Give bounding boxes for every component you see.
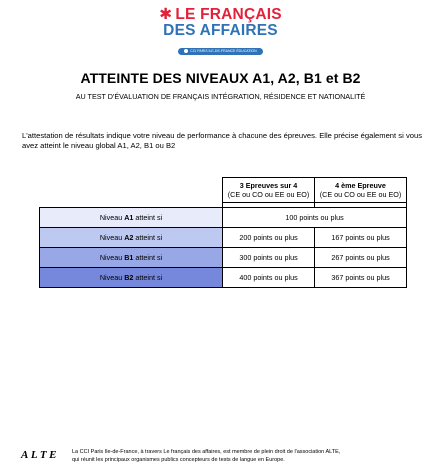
star-icon: ✱	[159, 6, 173, 23]
header-three-tests	[223, 178, 315, 203]
logo-badge-text: CCI PARIS ILE-DE-FRANCE ÉDUCATION	[190, 49, 257, 53]
levels-table	[39, 177, 407, 288]
badge-dot-icon	[184, 49, 188, 53]
table-row	[40, 268, 407, 288]
table-row	[40, 228, 407, 248]
threshold-a2-fourth: 167 points ou plus	[315, 228, 407, 248]
page-subtitle: AU TEST D'ÉVALUATION DE FRANÇAIS INTÉGRATION, RÉSIDENCE ET NATIONALITÉ	[75, 92, 366, 101]
footer-line-2: qui réunit les principaux organismes publics concepteurs de tests de langue en Europe.	[72, 457, 285, 463]
threshold-b2-fourth: 367 points ou plus	[315, 268, 407, 288]
logo-line-1	[0, 6, 441, 23]
level-label-b1: Niveau B1 atteint si	[40, 248, 223, 268]
header-empty-cell	[40, 178, 223, 203]
page-title: ATTEINTE DES NIVEAUX A1, A2, B1 et B2	[80, 70, 361, 86]
level-label-a1: Niveau A1 atteint si	[40, 208, 223, 228]
threshold-b2-three: 400 points ou plus	[223, 268, 315, 288]
header-fourth-test	[315, 178, 407, 203]
footer-text	[72, 448, 340, 464]
header-fourth-test-title: 4 ème Epreuve	[335, 181, 386, 190]
threshold-a1: 100 points ou plus	[223, 208, 407, 228]
threshold-b1-three: 300 points ou plus	[223, 248, 315, 268]
threshold-b1-fourth: 267 points ou plus	[315, 248, 407, 268]
logo-text-1: LE FRANÇAIS	[175, 6, 282, 23]
level-label-a2: Niveau A2 atteint si	[40, 228, 223, 248]
footer	[21, 446, 421, 468]
threshold-a2-three: 200 points ou plus	[223, 228, 315, 248]
header-fourth-test-sub: (CE ou CO ou EE ou EO)	[319, 190, 402, 199]
logo-line-2: DES AFFAIRES	[163, 22, 278, 39]
level-code-a2: A2	[124, 233, 134, 242]
table-header-row	[40, 178, 407, 203]
header-three-tests-sub: (CE ou CO ou EE ou EO)	[227, 190, 310, 199]
level-label-b2: Niveau B2 atteint si	[40, 268, 223, 288]
alte-logo: ALTE	[21, 449, 59, 461]
level-code-b2: B2	[124, 273, 134, 282]
table-row	[40, 248, 407, 268]
intro-paragraph: L'attestation de résultats indique votre niveau de performance à chacune des épreuves. Elle précise également si vous avez atteint le niveau global A1, A2, B1 ou B2	[22, 131, 422, 150]
logo-badge	[178, 48, 262, 55]
table-row	[40, 208, 407, 228]
level-code-b1: B1	[124, 253, 134, 262]
footer-line-1: La CCI Paris Ile-de-France, à travers Le français des affaires, est membre de plein droit de l'association ALTE,	[72, 449, 341, 455]
header-three-tests-title: 3 Epreuves sur 4	[239, 181, 298, 190]
level-code-a1: A1	[124, 213, 134, 222]
brand-logo	[0, 6, 441, 57]
